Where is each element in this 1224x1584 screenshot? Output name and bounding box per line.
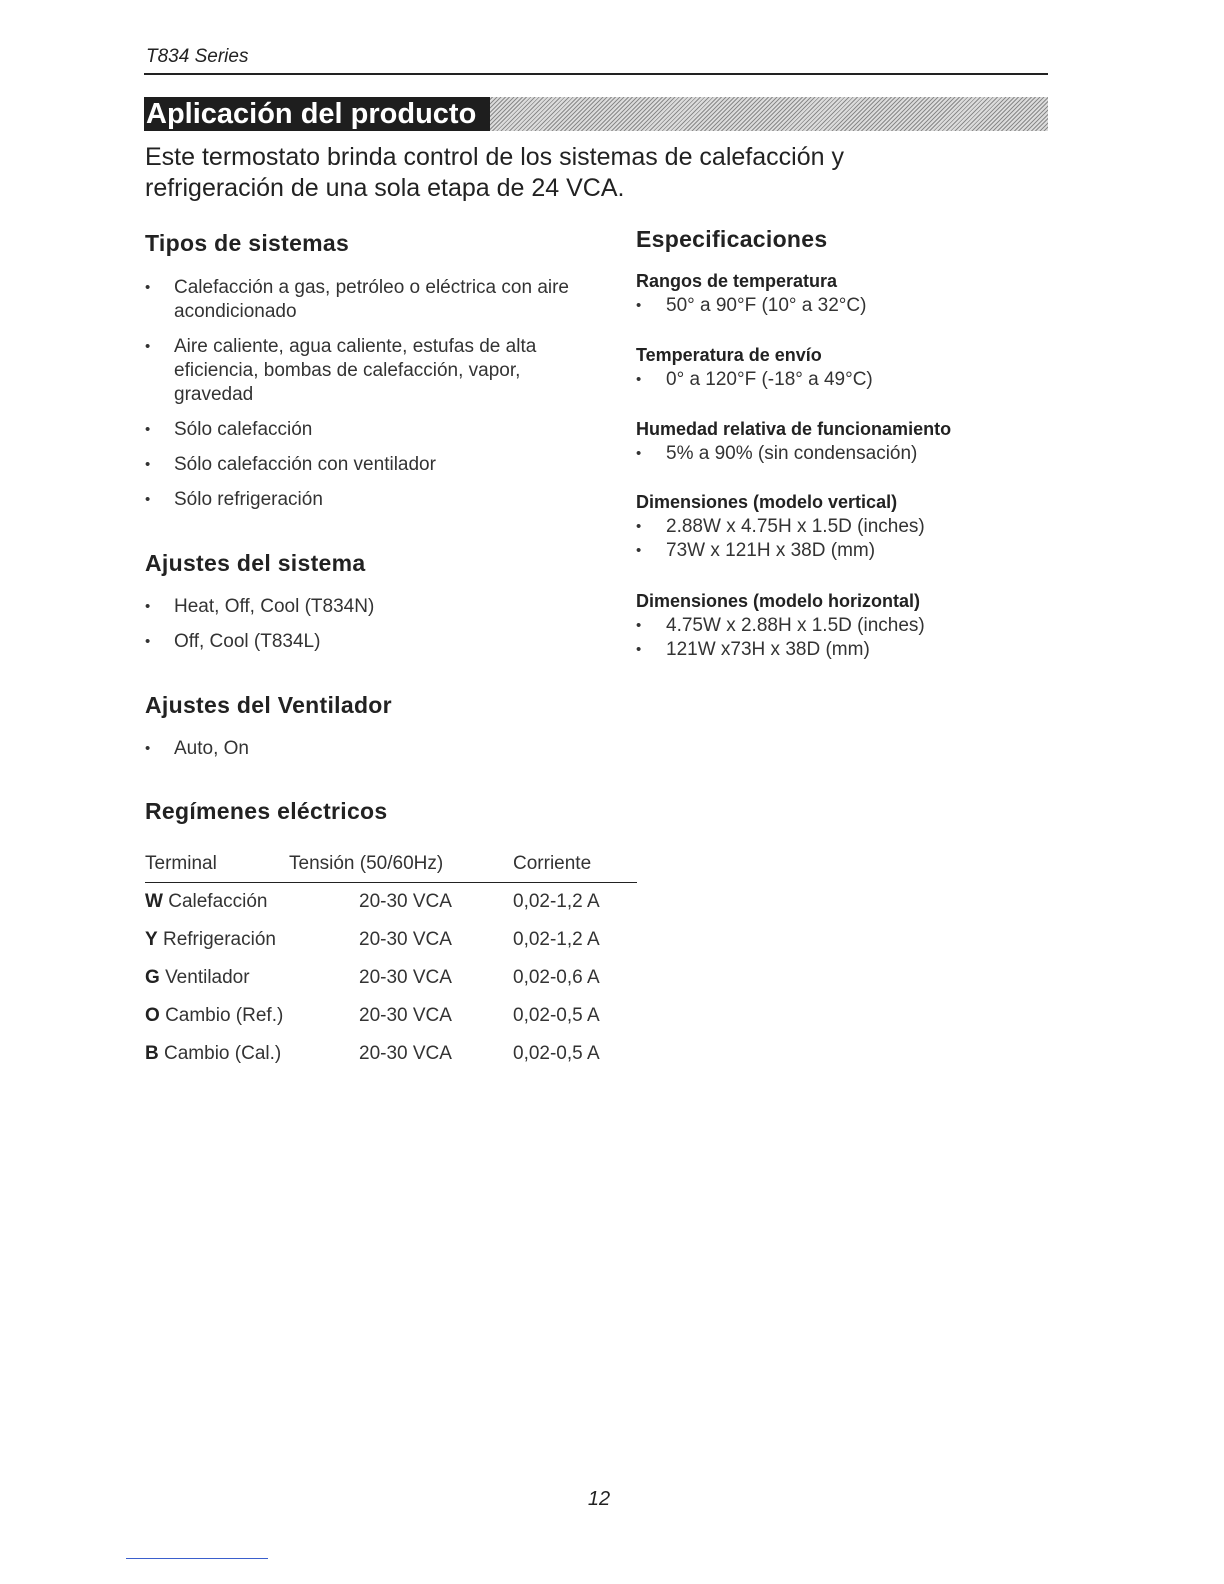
voltage-cell: 20-30 VCA bbox=[359, 929, 452, 950]
intro-paragraph: Este termostato brinda control de los sistemas de calefacción y refrigeración de una sola etapa de 24 VCA. bbox=[145, 143, 844, 202]
table-row bbox=[145, 959, 637, 997]
terminal-code: Y bbox=[145, 929, 158, 950]
spec-item: • 121W x73H x 38D (mm) bbox=[636, 638, 925, 662]
list-item: • Auto, On bbox=[145, 737, 575, 761]
spec-group-humidity bbox=[636, 418, 951, 466]
table-row bbox=[145, 997, 637, 1035]
terminal-code: G bbox=[145, 967, 160, 988]
list-item: • Sólo refrigeración bbox=[145, 488, 575, 512]
spec-item: • 50° a 90°F (10° a 32°C) bbox=[636, 294, 866, 318]
fan-settings-list bbox=[145, 737, 575, 772]
electrical-ratings-table bbox=[145, 852, 637, 1073]
list-item: • Off, Cool (T834L) bbox=[145, 630, 575, 654]
spec-title: Temperatura de envío bbox=[636, 345, 822, 365]
spec-group-shipping-temperature bbox=[636, 344, 873, 392]
spec-group-dimensions-horizontal bbox=[636, 590, 925, 662]
section-banner bbox=[144, 97, 1048, 131]
column-header: Corriente bbox=[513, 852, 637, 883]
spec-group-dimensions-vertical bbox=[636, 491, 925, 563]
spec-item: • 0° a 120°F (-18° a 49°C) bbox=[636, 368, 873, 392]
spec-title: Dimensiones (modelo horizontal) bbox=[636, 591, 921, 611]
column-header: Tensión (50/60Hz) bbox=[359, 852, 513, 883]
system-settings-heading: Ajustes del sistema bbox=[145, 550, 366, 576]
spec-group-temperature-range bbox=[636, 270, 866, 318]
spec-item: • 2.88W x 4.75H x 1.5D (inches) bbox=[636, 515, 925, 539]
current-cell: 0,02-0,6 A bbox=[513, 967, 600, 988]
spec-title: Dimensiones (modelo vertical) bbox=[636, 492, 898, 512]
specs-heading: Especificaciones bbox=[636, 226, 828, 252]
current-cell: 0,02-0,5 A bbox=[513, 1005, 600, 1026]
bottom-rule bbox=[126, 1558, 268, 1559]
system-settings-list bbox=[145, 595, 575, 665]
terminal-name: Ventilador bbox=[165, 967, 250, 988]
voltage-cell: 20-30 VCA bbox=[359, 1043, 452, 1064]
terminal-code: B bbox=[145, 1043, 159, 1064]
spec-item: • 4.75W x 2.88H x 1.5D (inches) bbox=[636, 614, 925, 638]
terminal-name: Cambio (Cal.) bbox=[164, 1043, 282, 1064]
terminal-name: Calefacción bbox=[168, 891, 268, 912]
column-header: Terminal bbox=[145, 852, 359, 883]
list-item: • Aire caliente, agua caliente, estufas de alta eficiencia, bombas de calefacción, vapor, gravedad bbox=[145, 335, 575, 407]
list-item: • Heat, Off, Cool (T834N) bbox=[145, 595, 575, 619]
current-cell: 0,02-1,2 A bbox=[513, 891, 600, 912]
terminal-name: Cambio (Ref.) bbox=[165, 1005, 284, 1026]
table-row bbox=[145, 1035, 637, 1073]
terminal-code: O bbox=[145, 1005, 160, 1026]
electrical-heading: Regímenes eléctricos bbox=[145, 798, 388, 824]
terminal-name: Refrigeración bbox=[162, 929, 276, 950]
spec-item: • 5% a 90% (sin condensación) bbox=[636, 442, 951, 466]
system-types-list bbox=[145, 276, 575, 523]
current-cell: 0,02-0,5 A bbox=[513, 1043, 600, 1064]
list-item: • Sólo calefacción con ventilador bbox=[145, 453, 575, 477]
section-title: Aplicación del producto bbox=[144, 97, 490, 131]
table-row bbox=[145, 883, 637, 922]
series-label: T834 Series bbox=[146, 46, 249, 67]
voltage-cell: 20-30 VCA bbox=[359, 891, 452, 912]
terminal-code: W bbox=[145, 891, 163, 912]
voltage-cell: 20-30 VCA bbox=[359, 1005, 452, 1026]
table-header-row bbox=[145, 852, 637, 883]
list-item: • Sólo calefacción bbox=[145, 418, 575, 442]
spec-title: Humedad relativa de funcionamiento bbox=[636, 419, 952, 439]
page-number: 12 bbox=[587, 1488, 611, 1510]
table-row bbox=[145, 921, 637, 959]
voltage-cell: 20-30 VCA bbox=[359, 967, 452, 988]
fan-settings-heading: Ajustes del Ventilador bbox=[145, 692, 392, 718]
current-cell: 0,02-1,2 A bbox=[513, 929, 600, 950]
system-types-heading: Tipos de sistemas bbox=[145, 230, 350, 256]
header-rule bbox=[144, 73, 1048, 75]
list-item: • Calefacción a gas, petróleo o eléctrica con aire acondicionado bbox=[145, 276, 575, 324]
spec-item: • 73W x 121H x 38D (mm) bbox=[636, 539, 925, 563]
spec-title: Rangos de temperatura bbox=[636, 271, 838, 291]
